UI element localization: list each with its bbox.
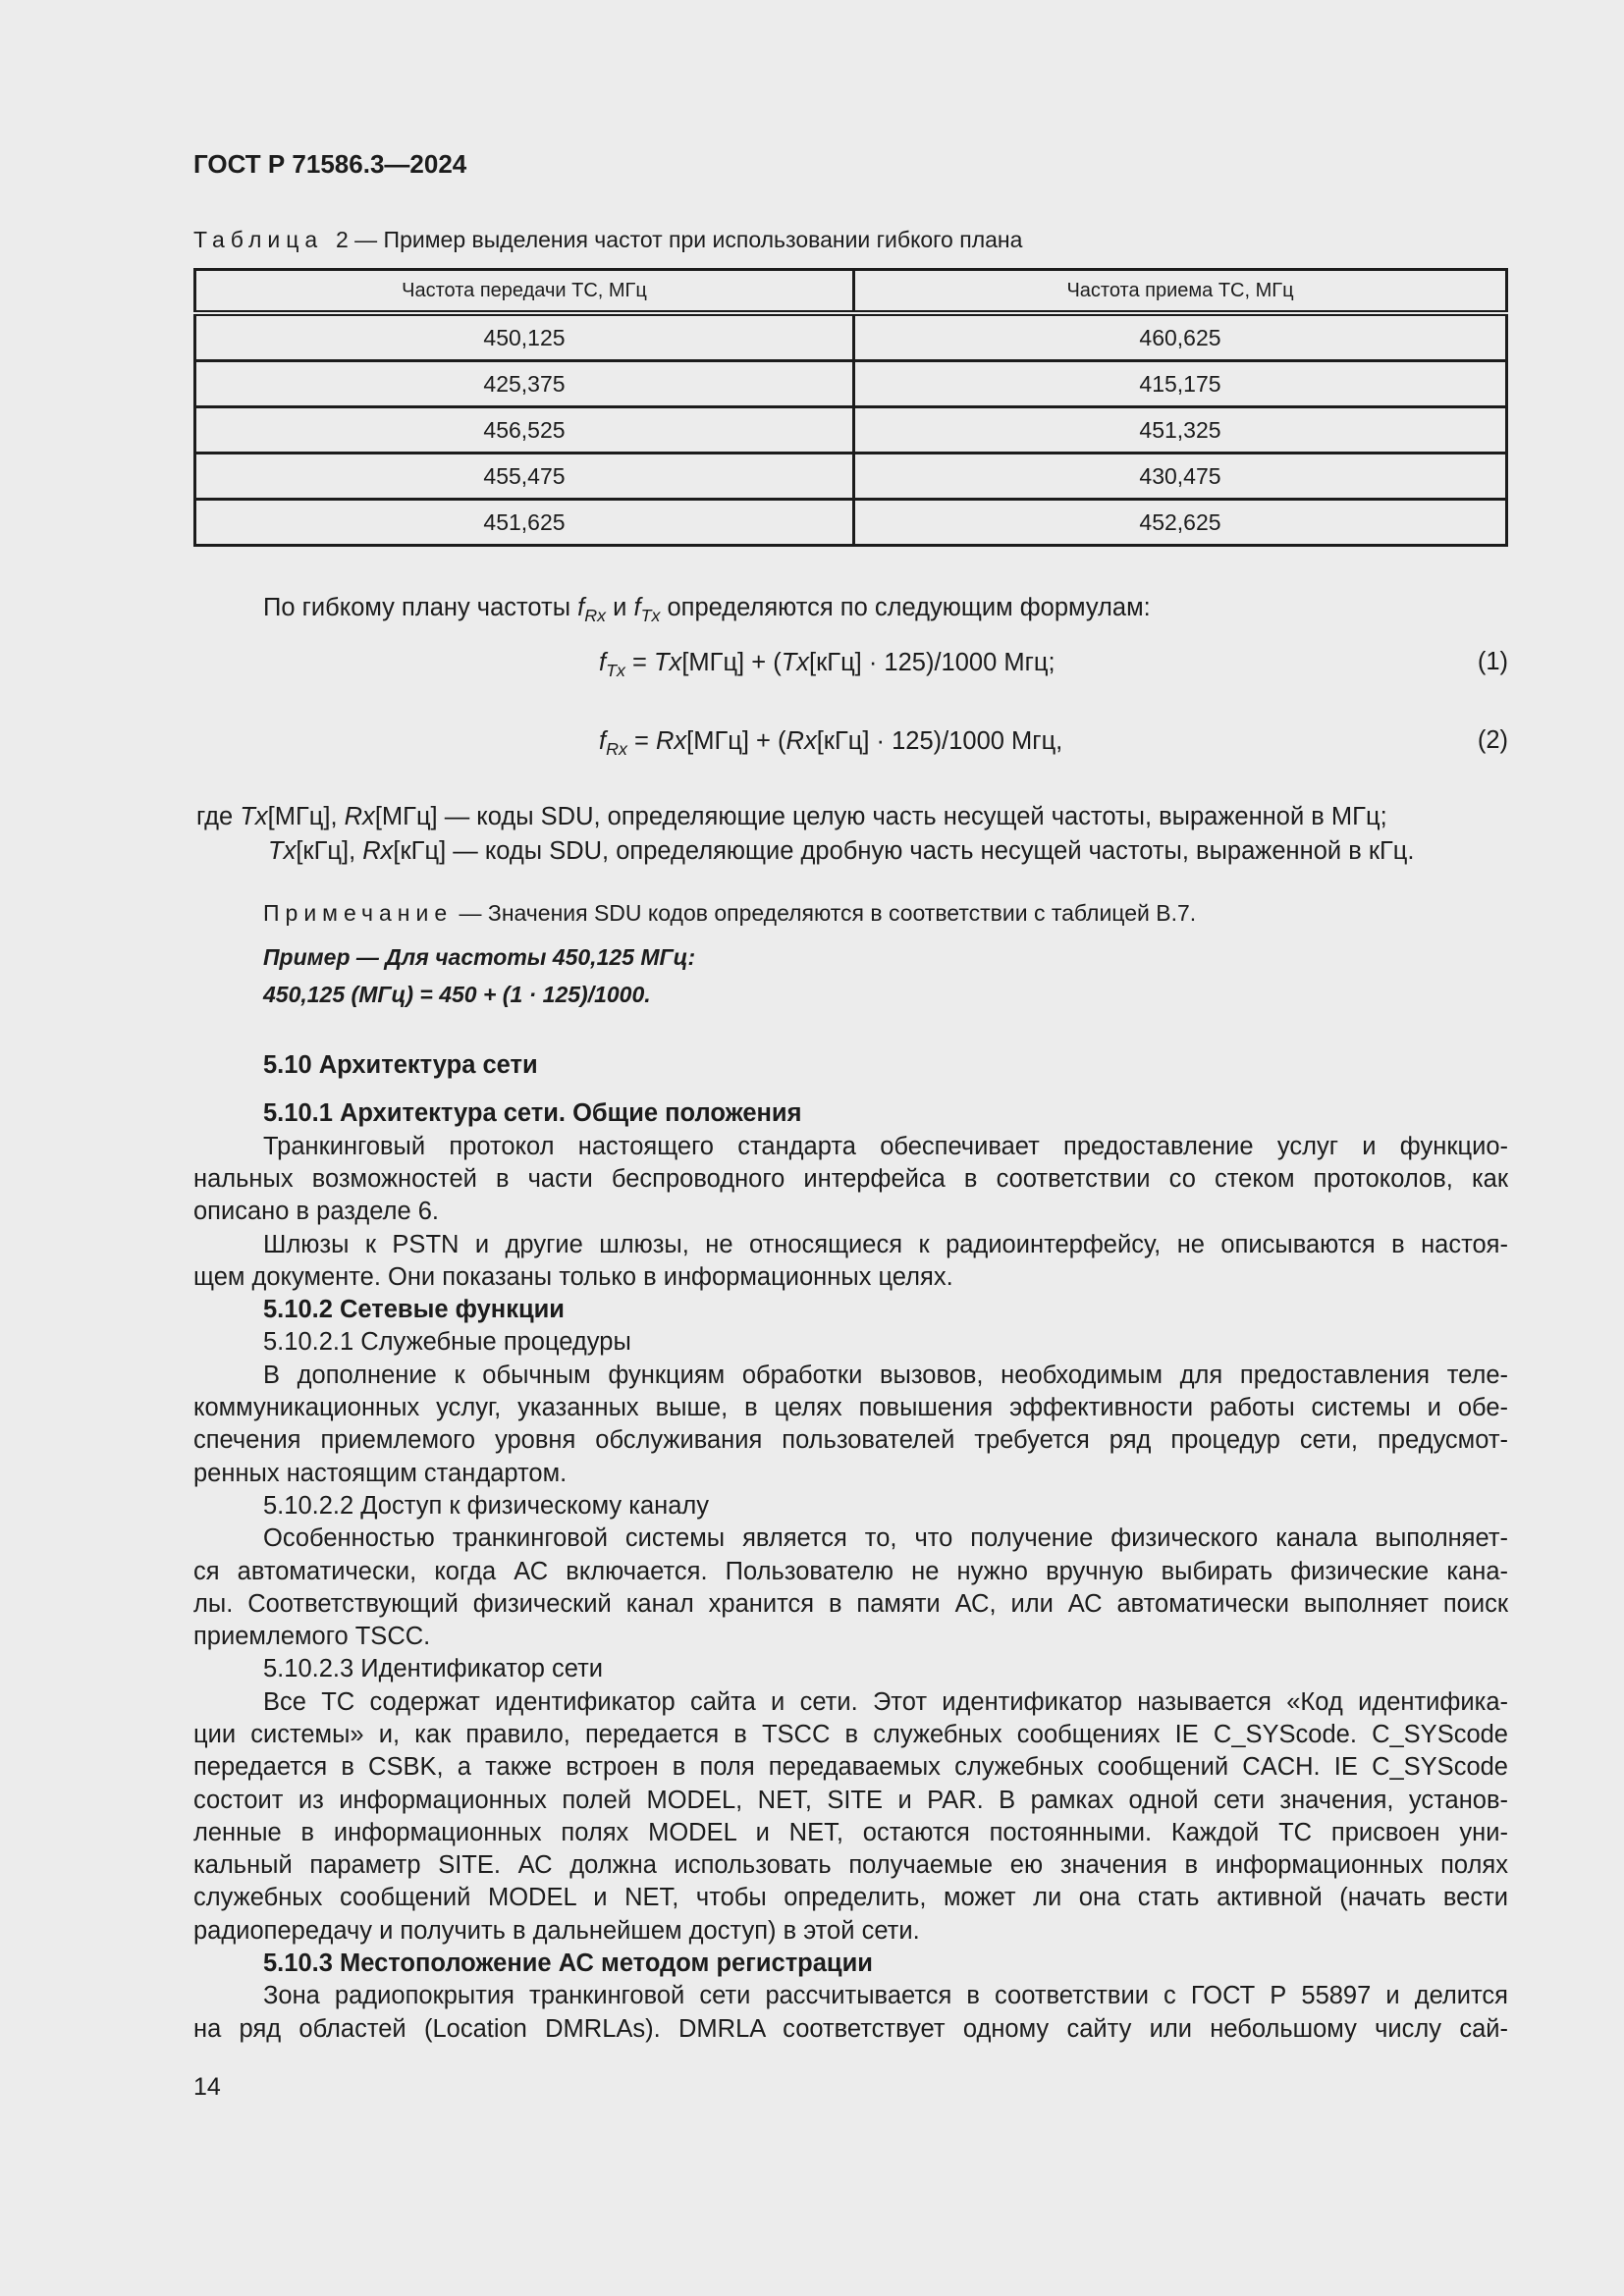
- table-row: [195, 454, 1507, 500]
- text: =: [626, 727, 656, 755]
- sub-tx: Tx: [640, 606, 661, 625]
- section-5-10-2-1-heading: 5.10.2.1 Служебные процедуры: [263, 1328, 631, 1356]
- frequency-table: [193, 268, 1508, 547]
- section-5-10-2-heading: 5.10.2 Сетевые функции: [263, 1296, 565, 1323]
- paragraph-line: служебных сообщений MODEL и NET, чтобы определить, может ли она стать активной (начать вести: [193, 1884, 1508, 1911]
- var: Rx: [655, 727, 687, 755]
- text: — коды SDU, определяющие дробную часть несущей частоты, выраженной в кГц.: [446, 837, 1415, 865]
- table-cell: 451,325: [854, 407, 1507, 454]
- document-header: ГОСТ Р 71586.3—2024: [193, 149, 467, 179]
- table-cell: 415,175: [854, 361, 1507, 407]
- table-caption-prefix: Таблица: [193, 227, 324, 252]
- sub: Rx: [606, 739, 627, 759]
- var: Rx: [344, 803, 375, 830]
- text: По гибкому плану частоты: [263, 594, 578, 621]
- text: определяются по следующим формулам:: [660, 594, 1151, 621]
- paragraph-line: В дополнение к обычным функциям обработки вызовов, необходимым для предоставления теле-: [263, 1362, 1508, 1389]
- example-line-2: 450,125 (МГц) = 450 + (1 · 125)/1000.: [263, 982, 651, 1007]
- paragraph-line: нальных возможностей в части беспроводного интерфейса в соответствии со стеком протоколов, как: [193, 1165, 1508, 1193]
- table-cell: 451,625: [195, 500, 854, 546]
- column-header-rx: Частота приема ТС, МГц: [854, 270, 1507, 314]
- example-line-1: Пример — Для частоты 450,125 МГц:: [263, 944, 696, 970]
- paragraph-line: Особенностью транкинговой системы является то, что получение физического канала выполняет-: [263, 1524, 1508, 1552]
- var: Rx: [785, 727, 817, 755]
- paragraph-line: приемлемого TSCC.: [193, 1623, 431, 1650]
- table-cell: 452,625: [854, 500, 1507, 546]
- table-cell: 455,475: [195, 454, 854, 500]
- formula-number-2: (2): [1477, 726, 1508, 754]
- var: Tx: [653, 649, 682, 676]
- paragraph-line: ренных настоящим стандартом.: [193, 1460, 568, 1487]
- var-f: f: [633, 594, 641, 621]
- paragraph-line: на ряд областей (Location DMRLAs). DMRLA соответствует одному сайту или небольшому числу сай-: [193, 2015, 1508, 2043]
- note-text: — Значения SDU кодов определяются в соответствии с таблицей В.7.: [453, 900, 1197, 926]
- sub-rx: Rx: [584, 606, 607, 625]
- var-f: f: [577, 594, 585, 621]
- formula-1: [599, 648, 1056, 680]
- table-row: [195, 500, 1507, 546]
- section-5-10-2-2-heading: 5.10.2.2 Доступ к физическому каналу: [263, 1492, 710, 1520]
- formula-2: [599, 726, 1063, 759]
- paragraph-line: состоит из информационных полей MODEL, NET, SITE и PAR. В рамках одной сети значения, установ-: [193, 1787, 1508, 1814]
- text: [кГц] · 125)/1000 Мгц,: [816, 727, 1063, 755]
- table-row: [195, 407, 1507, 454]
- paragraph-line: Шлюзы к PSTN и другие шлюзы, не относящиеся к радиоинтерфейсу, не описываются в настоя-: [263, 1231, 1508, 1258]
- text: — коды SDU, определяющие целую часть несущей частоты, выраженной в МГц;: [437, 803, 1387, 830]
- var-f: f: [599, 649, 607, 676]
- text: [МГц] + (: [681, 649, 782, 676]
- paragraph-line: ции системы» и, как правило, передается в TSCC в служебных сообщениях IE C_SYScode. C_SYScode: [193, 1721, 1508, 1748]
- var: Tx: [240, 803, 268, 830]
- formula-intro: [263, 593, 1151, 625]
- text: [кГц]: [393, 837, 447, 865]
- paragraph-line: кальный параметр SITE. АС должна использовать получаемые ею значения в информационных полях: [193, 1851, 1508, 1879]
- section-5-10-3-heading: 5.10.3 Местоположение АС методом регистрации: [263, 1949, 873, 1977]
- table-header-row: [195, 270, 1507, 314]
- text: =: [624, 649, 654, 676]
- paragraph-line: щем документе. Они показаны только в информационных целях.: [193, 1263, 953, 1291]
- where-line-1: [196, 802, 1387, 831]
- note-label: Примечание: [263, 900, 454, 926]
- sub: Tx: [606, 661, 625, 680]
- paragraph-line: коммуникационных услуг, указанных выше, в целях повышения эффективности работы системы и обе-: [193, 1394, 1508, 1421]
- text: [МГц],: [267, 803, 345, 830]
- table-cell: 450,125: [195, 313, 854, 361]
- var: Tx: [781, 649, 810, 676]
- section-5-10-2-3-heading: 5.10.2.3 Идентификатор сети: [263, 1655, 604, 1682]
- section-5-10-1-heading: 5.10.1 Архитектура сети. Общие положения: [263, 1099, 802, 1127]
- paragraph-line: передается в CSBK, а также встроен в поля передаваемых служебных сообщений CACH. IE C_SYScode: [193, 1753, 1508, 1781]
- paragraph-line: Зона радиопокрытия транкинговой сети рассчитывается в соответствии с ГОСТ Р 55897 и делится: [263, 1982, 1508, 2009]
- text: и: [606, 594, 634, 621]
- paragraph-line: Транкинговый протокол настоящего стандарта обеспечивает предоставление услуг и функцио-: [263, 1133, 1508, 1160]
- paragraph-line: ся автоматически, когда АС включается. Пользователю не нужно вручную выбирать физические кана-: [193, 1558, 1508, 1585]
- text: [кГц] · 125)/1000 Мгц;: [809, 649, 1056, 676]
- column-header-tx: Частота передачи ТС, МГц: [195, 270, 854, 314]
- var: Rx: [362, 837, 394, 865]
- table-row: [195, 313, 1507, 361]
- var: Tx: [268, 837, 297, 865]
- table-row: [195, 361, 1507, 407]
- paragraph-line: спечения приемлемого уровня обслуживания пользователей требуется ряд процедур сети, предусмот-: [193, 1426, 1508, 1454]
- paragraph-line: ленные в информационных полях MODEL и NET, остаются постоянными. Каждой ТС присвоен уни-: [193, 1819, 1508, 1846]
- where-line-2: [268, 836, 1415, 866]
- paragraph-line: лы. Соответствующий физический канал хранится в памяти АС, или АС автоматически выполняет поиск: [193, 1590, 1508, 1618]
- text: [МГц]: [374, 803, 438, 830]
- page-number: 14: [193, 2073, 221, 2101]
- text: где: [196, 803, 241, 830]
- paragraph-line: Все ТС содержат идентификатор сайта и сети. Этот идентификатор называется «Код идентифика-: [263, 1688, 1508, 1716]
- var-f: f: [599, 727, 607, 755]
- formula-number-1: (1): [1477, 648, 1508, 675]
- note: [263, 898, 1196, 928]
- table-cell: 425,375: [195, 361, 854, 407]
- table-cell: 460,625: [854, 313, 1507, 361]
- paragraph-line: описано в разделе 6.: [193, 1198, 439, 1225]
- table-caption: [193, 227, 1022, 253]
- section-5-10-heading: 5.10 Архитектура сети: [263, 1051, 538, 1079]
- text: [МГц] + (: [686, 727, 786, 755]
- table-cell: 430,475: [854, 454, 1507, 500]
- table-caption-text: 2 — Пример выделения частот при использовании гибкого плана: [335, 227, 1023, 252]
- table-cell: 456,525: [195, 407, 854, 454]
- paragraph-line: радиопередачу и получить в дальнейшем доступ) в этой сети.: [193, 1917, 920, 1945]
- text: [кГц],: [296, 837, 363, 865]
